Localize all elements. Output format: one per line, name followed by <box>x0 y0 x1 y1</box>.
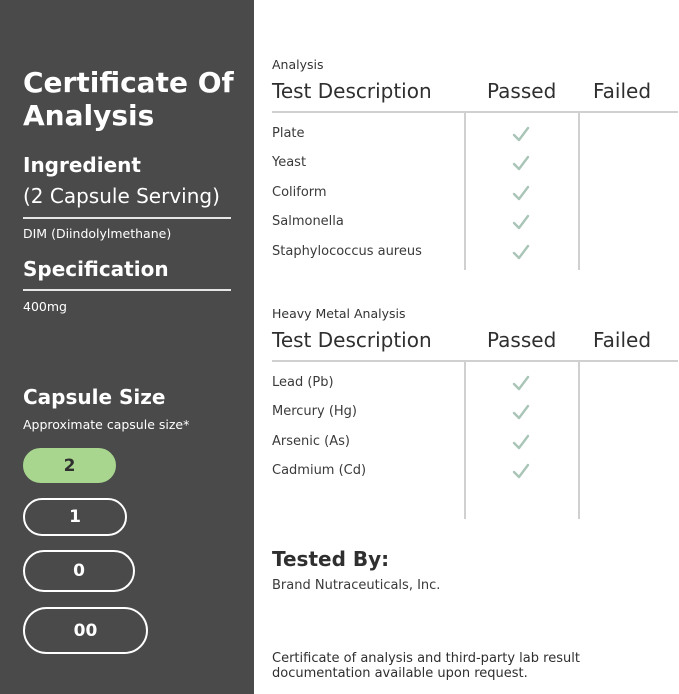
analysis-col-description: Test Description <box>272 79 432 103</box>
analysis-divider-left <box>464 113 466 270</box>
check-icon <box>512 403 530 421</box>
check-icon <box>512 213 530 231</box>
check-icon <box>512 125 530 143</box>
heavy-metal-row-arsenic: Arsenic (As) <box>272 434 350 449</box>
check-icon <box>512 374 530 392</box>
heavy-metal-section-title: Heavy Metal Analysis <box>272 306 406 321</box>
analysis-section-title: Analysis <box>272 57 324 72</box>
check-icon <box>512 462 530 480</box>
check-icon <box>512 184 530 202</box>
capsule-size-label-00: 00 <box>73 620 98 641</box>
capsule-size-label-2: 2 <box>63 455 76 476</box>
tested-by-name: Brand Nutraceuticals, Inc. <box>272 578 441 593</box>
tested-by-label: Tested By: <box>272 547 390 571</box>
capsule-size-1 <box>23 498 127 536</box>
specification-divider <box>23 289 231 291</box>
heavy-metal-col-passed: Passed <box>487 328 557 352</box>
capsule-size-2 <box>23 448 116 483</box>
analysis-row-coliform: Coliform <box>272 185 327 200</box>
capsule-size-label-0: 0 <box>73 561 85 581</box>
specification-label: Specification <box>23 257 169 281</box>
analysis-divider-right <box>578 113 580 270</box>
analysis-row-plate: Plate <box>272 126 305 141</box>
capsule-size-0 <box>23 550 135 592</box>
heavy-metal-col-failed: Failed <box>593 328 652 352</box>
check-icon <box>512 433 530 451</box>
ingredient-value: DIM (Diindolylmethane) <box>23 226 172 241</box>
capsule-size-note: Approximate capsule size* <box>23 417 190 432</box>
capsule-size-label: Capsule Size <box>23 385 166 409</box>
right-panel <box>254 0 679 694</box>
analysis-row-yeast: Yeast <box>272 155 307 170</box>
heavy-metal-row-lead: Lead (Pb) <box>272 375 334 390</box>
heavy-metal-row-cadmium: Cadmium (Cd) <box>272 463 367 478</box>
check-icon <box>512 243 530 261</box>
heavy-metal-row-mercury: Mercury (Hg) <box>272 404 358 419</box>
heavy-metal-divider-right <box>578 362 580 519</box>
analysis-col-failed: Failed <box>593 79 652 103</box>
heavy-metal-header-rule <box>272 360 678 362</box>
left-panel <box>0 0 254 694</box>
certificate-title: Certificate Of Analysis <box>23 66 234 132</box>
check-icon <box>512 154 530 172</box>
analysis-row-staphylococcus: Staphylococcus aureus <box>272 244 422 259</box>
ingredient-label: Ingredient <box>23 153 141 177</box>
footnote: Certificate of analysis and third-party lab result documentation available upon request. <box>272 651 580 681</box>
serving-label: (2 Capsule Serving) <box>23 184 220 208</box>
specification-value: 400mg <box>23 299 67 314</box>
heavy-metal-divider-left <box>464 362 466 519</box>
analysis-header-rule <box>272 111 678 113</box>
heavy-metal-col-description: Test Description <box>272 328 432 352</box>
capsule-size-label-1: 1 <box>69 507 81 527</box>
ingredient-divider <box>23 217 231 219</box>
analysis-row-salmonella: Salmonella <box>272 214 344 229</box>
analysis-col-passed: Passed <box>487 79 557 103</box>
capsule-size-00 <box>23 607 148 654</box>
